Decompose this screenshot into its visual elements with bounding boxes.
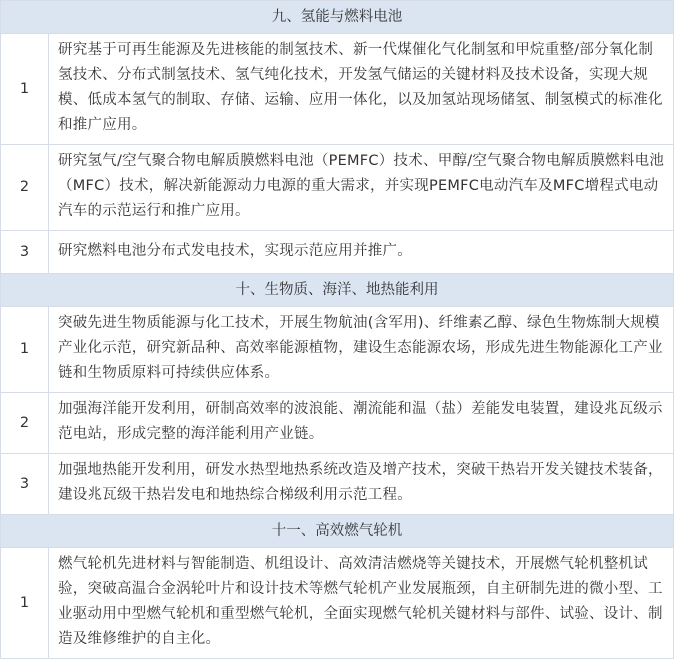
table-row bbox=[1, 548, 674, 659]
section-title: 十、生物质、海洋、地热能利用 bbox=[1, 274, 674, 307]
row-number: 2 bbox=[1, 145, 49, 231]
table-row bbox=[1, 231, 674, 274]
row-number: 1 bbox=[1, 548, 49, 659]
row-text: 突破先进生物质能源与化工技术，开展生物航油(含军用)、纤维素乙醇、绿色生物炼制大规模产业化示范，研究新品种、高效率能源植物，建设生态能源农场，形成先进生物能源化工产业链和生物质原料可持续供应体系。 bbox=[49, 307, 674, 393]
section-title: 十一、高效燃气轮机 bbox=[1, 515, 674, 548]
row-text: 研究基于可再生能源及先进核能的制氢技术、新一代煤催化气化制氢和甲烷重整/部分氧化制氢技术、分布式制氢技术、氢气纯化技术，开发氢气储运的关键材料及技术设备，实现大规模、低成本氢气的制取、存储、运输、应用一体化，以及加氢站现场储氢、制氢模式的标准化和推广应用。 bbox=[49, 34, 674, 145]
table-row bbox=[1, 34, 674, 145]
table-row bbox=[1, 393, 674, 454]
row-number: 3 bbox=[1, 454, 49, 515]
section-header-row bbox=[1, 274, 674, 307]
row-text: 研究燃料电池分布式发电技术，实现示范应用并推广。 bbox=[49, 231, 674, 274]
row-text: 加强海洋能开发利用，研制高效率的波浪能、潮流能和温（盐）差能发电装置，建设兆瓦级示范电站，形成完整的海洋能利用产业链。 bbox=[49, 393, 674, 454]
row-number: 3 bbox=[1, 231, 49, 274]
row-text: 燃气轮机先进材料与智能制造、机组设计、高效清洁燃烧等关键技术，开展燃气轮机整机试验，突破高温合金涡轮叶片和设计技术等燃气轮机产业发展瓶颈，自主研制先进的微小型、工业驱动用中型燃气轮机和重型燃气轮机，全面实现燃气轮机关键材料与部件、试验、设计、制造及维修维护的自主化。 bbox=[49, 548, 674, 659]
section-header-row bbox=[1, 515, 674, 548]
section-title: 九、氢能与燃料电池 bbox=[1, 1, 674, 34]
row-number: 1 bbox=[1, 307, 49, 393]
row-number: 2 bbox=[1, 393, 49, 454]
row-text: 研究氢气/空气聚合物电解质膜燃料电池（PEMFC）技术、甲醇/空气聚合物电解质膜燃料电池（MFC）技术，解决新能源动力电源的重大需求，并实现PEMFC电动汽车及MFC增程式电动汽车的示范运行和推广应用。 bbox=[49, 145, 674, 231]
table-row bbox=[1, 307, 674, 393]
table-row bbox=[1, 145, 674, 231]
section-header-row bbox=[1, 1, 674, 34]
row-number: 1 bbox=[1, 34, 49, 145]
row-text: 加强地热能开发利用，研发水热型地热系统改造及增产技术，突破干热岩开发关键技术装备，建设兆瓦级干热岩发电和地热综合梯级利用示范工程。 bbox=[49, 454, 674, 515]
table-row bbox=[1, 454, 674, 515]
